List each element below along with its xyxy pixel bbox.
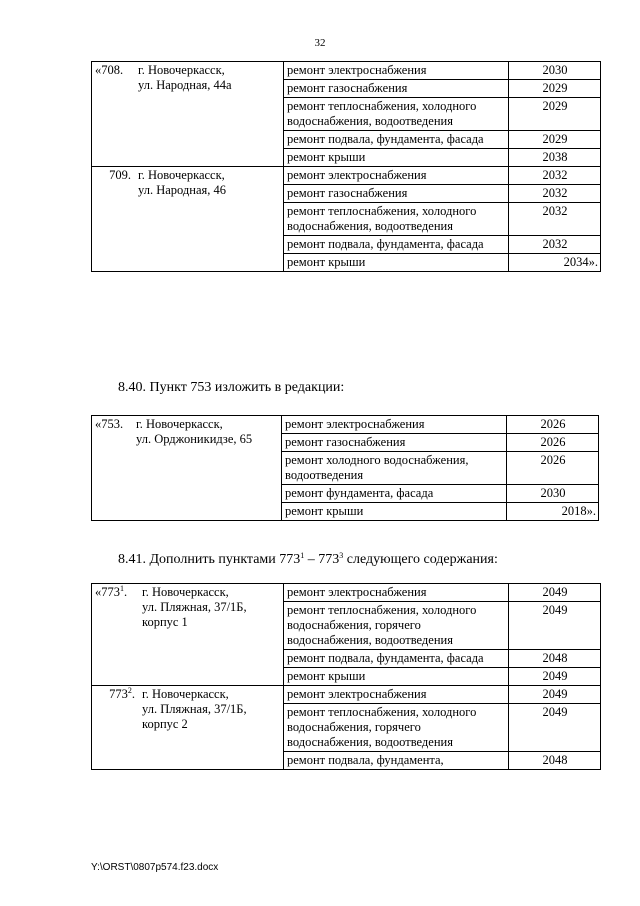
work-cell: ремонт крыши bbox=[282, 503, 507, 521]
year-cell: 2049 bbox=[509, 584, 601, 602]
address-cell bbox=[135, 167, 284, 272]
year-cell: 2049 bbox=[509, 686, 601, 704]
work-cell: ремонт электроснабжения bbox=[284, 62, 509, 80]
year-cell: 2030 bbox=[509, 62, 601, 80]
superscript: 1 bbox=[300, 551, 305, 560]
work-cell: ремонт электроснабжения bbox=[284, 584, 509, 602]
year-cell: 2048 bbox=[509, 752, 601, 770]
work-cell: ремонт теплоснабжения, холодного водоснабжения, горячего водоснабжения, водоотведения bbox=[284, 704, 509, 752]
address-line: ул. Пляжная, 37/1Б, bbox=[142, 600, 247, 614]
superscript: 3 bbox=[339, 551, 344, 560]
para-text: 8.41. Дополнить пунктами 773 bbox=[118, 552, 301, 567]
address-cell bbox=[133, 416, 282, 521]
work-cell: ремонт крыши bbox=[284, 149, 509, 167]
work-cell: ремонт теплоснабжения, холодного водоснабжения, горячего водоснабжения, водоотведения bbox=[284, 602, 509, 650]
item-number: «753. bbox=[92, 416, 134, 521]
year-cell: 2026 bbox=[507, 434, 599, 452]
address-line: корпус 1 bbox=[142, 615, 188, 629]
work-cell: ремонт газоснабжения bbox=[284, 80, 509, 98]
address-cell bbox=[139, 584, 284, 686]
year-cell: 2049 bbox=[509, 602, 601, 650]
year-cell: 2034». bbox=[509, 254, 601, 272]
year-cell: 2030 bbox=[507, 485, 599, 503]
table-row bbox=[92, 686, 601, 704]
address-cell bbox=[135, 62, 284, 167]
address-line: г. Новочеркасск, bbox=[142, 585, 229, 599]
table-row bbox=[92, 62, 601, 80]
item-number: «708. bbox=[92, 62, 136, 167]
item-number: «$773^1$. bbox=[92, 584, 140, 686]
year-cell: 2038 bbox=[509, 149, 601, 167]
address-line: ул. Орджоникидзе, 65 bbox=[136, 432, 253, 446]
year-cell: 2029 bbox=[509, 98, 601, 131]
footer-file-path: Y:\ORST\0807p574.f23.docx bbox=[91, 862, 219, 873]
address-line: ул. Народная, 46 bbox=[138, 183, 227, 197]
year-cell: 2049 bbox=[509, 704, 601, 752]
year-cell: 2049 bbox=[509, 668, 601, 686]
year-cell: 2026 bbox=[507, 452, 599, 485]
paragraph-8-40: 8.40. Пункт 753 изложить в редакции: bbox=[118, 380, 345, 395]
work-cell: ремонт подвала, фундамента, фасада bbox=[284, 131, 509, 149]
work-cell: ремонт холодного водоснабжения, водоотведения bbox=[282, 452, 507, 485]
table-row bbox=[92, 416, 599, 434]
address-line: ул. Пляжная, 37/1Б, bbox=[142, 702, 247, 716]
year-cell: 2032 bbox=[509, 236, 601, 254]
table-items-773 bbox=[91, 583, 601, 770]
address-line: корпус 2 bbox=[142, 717, 188, 731]
work-cell: ремонт подвала, фундамента, фасада bbox=[284, 236, 509, 254]
address-line: г. Новочеркасск, bbox=[142, 687, 229, 701]
work-cell: ремонт газоснабжения bbox=[282, 434, 507, 452]
table-row bbox=[92, 167, 601, 185]
address-line: г. Новочеркасск, bbox=[136, 417, 223, 431]
work-cell: ремонт газоснабжения bbox=[284, 185, 509, 203]
table-item-753 bbox=[91, 415, 599, 521]
table-items-708-709 bbox=[91, 61, 601, 272]
work-cell: ремонт фундамента, фасада bbox=[282, 485, 507, 503]
page-number: 32 bbox=[314, 37, 326, 49]
item-number: 709. bbox=[92, 167, 136, 272]
address-line: ул. Народная, 44а bbox=[138, 78, 232, 92]
address-line: г. Новочеркасск, bbox=[138, 63, 225, 77]
para-text: – 773 bbox=[304, 552, 340, 567]
work-cell: ремонт подвала, фундамента, фасада bbox=[284, 650, 509, 668]
year-cell: 2032 bbox=[509, 203, 601, 236]
year-cell: 2048 bbox=[509, 650, 601, 668]
address-line: г. Новочеркасск, bbox=[138, 168, 225, 182]
year-cell: 2026 bbox=[507, 416, 599, 434]
paragraph-8-41 bbox=[118, 552, 498, 568]
work-cell: ремонт крыши bbox=[284, 668, 509, 686]
work-cell: ремонт электроснабжения bbox=[284, 167, 509, 185]
year-cell: 2032 bbox=[509, 167, 601, 185]
address-cell bbox=[139, 686, 284, 770]
work-cell: ремонт подвала, фундамента, bbox=[284, 752, 509, 770]
work-cell: ремонт теплоснабжения, холодного водоснабжения, водоотведения bbox=[284, 98, 509, 131]
work-cell: ремонт электроснабжения bbox=[284, 686, 509, 704]
year-cell: 2018». bbox=[507, 503, 599, 521]
item-number: $773^2$. bbox=[92, 686, 140, 770]
work-cell: ремонт крыши bbox=[284, 254, 509, 272]
year-cell: 2032 bbox=[509, 185, 601, 203]
year-cell: 2029 bbox=[509, 80, 601, 98]
table-row bbox=[92, 584, 601, 602]
year-cell: 2029 bbox=[509, 131, 601, 149]
work-cell: ремонт электроснабжения bbox=[282, 416, 507, 434]
para-text: следующего содержания: bbox=[343, 552, 498, 567]
work-cell: ремонт теплоснабжения, холодного водоснабжения, водоотведения bbox=[284, 203, 509, 236]
